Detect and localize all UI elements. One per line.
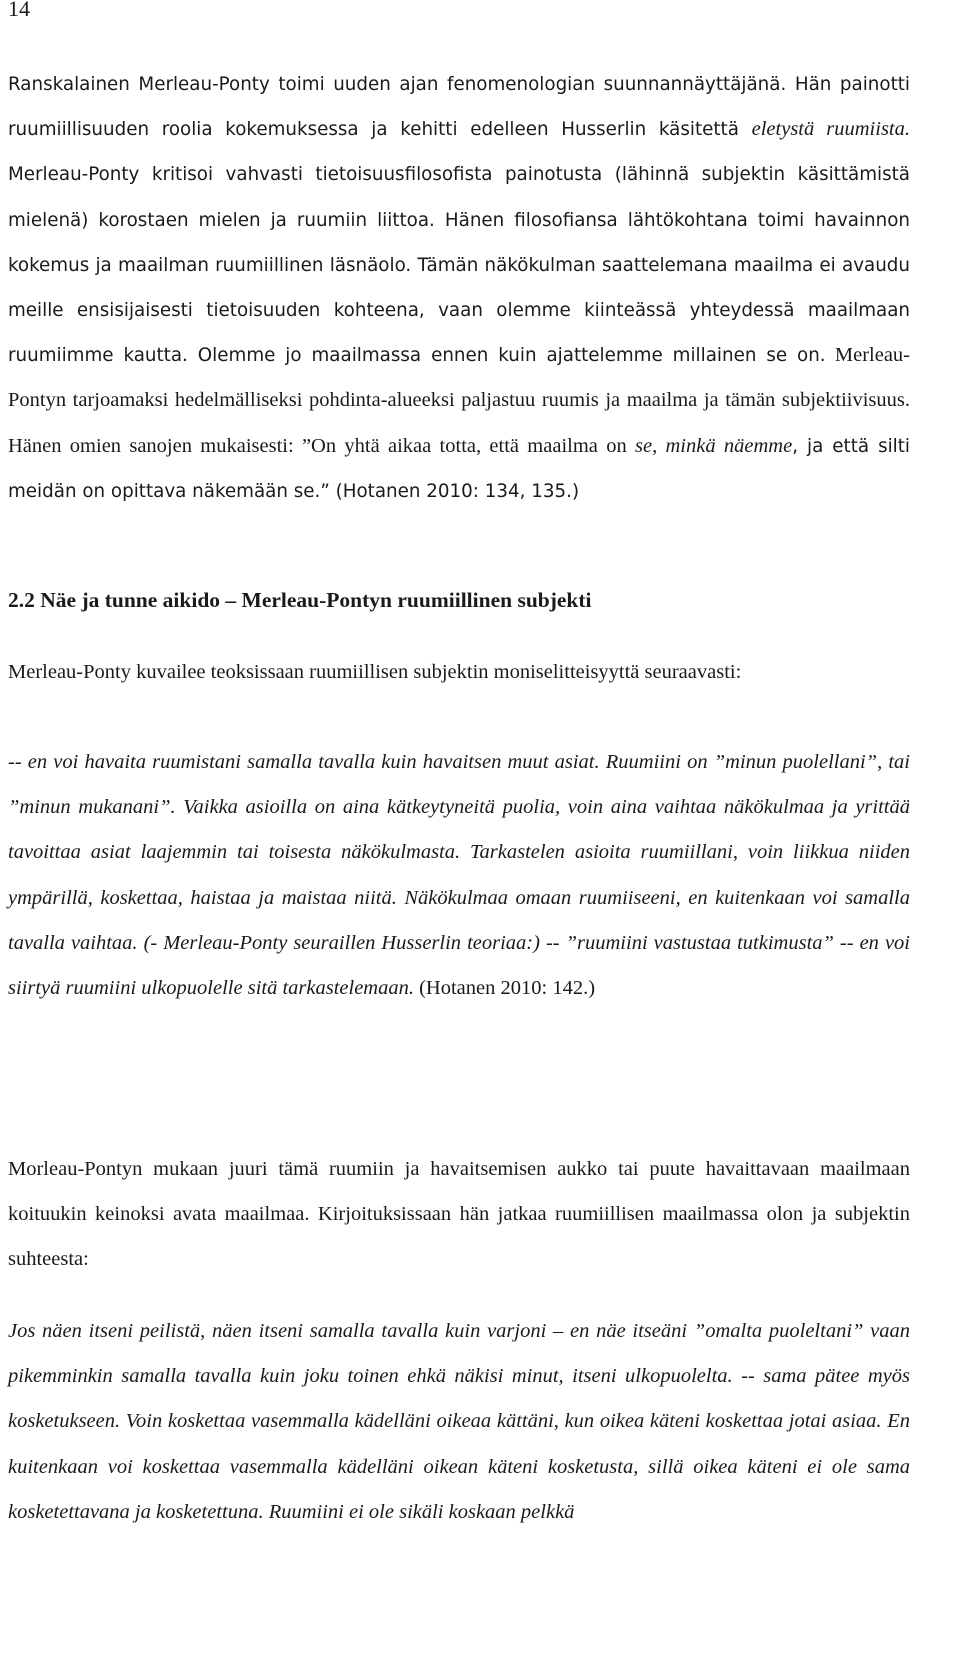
block-quote-2-text-2: Voin koskettaa vasemmalla kädelläni oikeaa kättäni, kun oikea käteni koskettaa jotai asiaa. En kuitenkaan voi koskettaa vasemmalla kädelläni oikean käteni kosketusta, sillä oikea käteni ei ole sama kosketettavana ja kosketettuna. Ruumiini ei ole sikäli koskaan pelkkä: [8, 1410, 910, 1523]
block-quote-1-text: -- en voi havaita ruumistani samalla tavalla kuin havaitsen muut asiat. Ruumiini on ”minun puolellani”, tai ”minun mukanani”. Vaikka asioilla on aina kätkeytyneitä puolia, voin aina vaihtaa näkökulmaa ja yrittää tavoittaa asiat laajemmin tai toisesta näkökulmasta. Tarkastelen asioita ruumiillani, voin liikkua niiden ympärillä, koskettaa, haistaa ja maistaa niitä. Näkökulmaa omaan ruumiiseeni, en kuitenkaan voi samalla tavalla vaihtaa. (- Merleau-Ponty seuraillen Husserlin teoriaa:) -- ”ruumiini vastustaa tutkimusta” -- en voi siirtyä ruumiini ulkopuolelle sitä tarkastelemaan.: [8, 751, 910, 1000]
body-paragraph-text: Morleau-Pontyn mukaan juuri tämä ruumiin ja havaitsemisen aukko tai puute havaittavaan maailmaan koituukin keinoksi avata maailmaa. Kirjoituksissaan hän jatkaa ruumiillisen maailmassa olon ja subjektin suhteesta:: [8, 1158, 910, 1271]
intro-text-2: Merleau-Ponty kritisoi vahvasti tietoisuusfilosofista painotusta (lähinnä subjektin käsittämistä mielenä) korostaen mielen ja ruumiin liittoa. Hänen filosofiansa lähtökohtana toimi havainnon kokemus ja maailman ruumiillinen läsnäolo. Tämän näkökulman saattelemana maailma ei avaudu meille ensisijaisesti tietoisuuden kohteena, vaan olemme kiinteässä yhteydessä maailmaan ruumiimme kautta. Olemme jo maailmassa ennen kuin ajattelemme millainen se on.: [8, 164, 910, 367]
section-intro-text: Merleau-Ponty kuvailee teoksissaan ruumiillisen subjektin moniselitteisyyttä seuraavasti:: [8, 661, 742, 683]
section-heading: 2.2 Näe ja tunne aikido – Merleau-Pontyn ruumiillinen subjekti: [8, 588, 592, 612]
intro-text-1: Ranskalainen Merleau-Ponty toimi uuden ajan fenomenologian suunnannäyttäjänä. Hän painotti ruumiillisuuden roolia kokemuksessa ja kehitti edelleen Husserlin käsitettä: [8, 74, 910, 141]
section-intro-paragraph: [8, 650, 910, 695]
intro-text-4: , ja että silti meidän on opittava näkemään se.” (Hotanen 2010: 134, 135.): [8, 435, 910, 502]
intro-quote-emphasis: se, minkä näemme: [635, 434, 793, 457]
intro-text-3: Merleau-Pontyn tarjoamaksi hedelmälliseksi pohdinta-alueeksi paljastuu ruumis ja maailma ja tämän subjektiivisuus. Hänen omien sanojen mukaisesti: ”On yhtä aikaa totta, että maailma on: [8, 344, 910, 457]
block-quote-2-text-1: Jos näen itseni peilistä, näen itseni samalla tavalla kuin varjoni – en näe itseäni ”omalta puoleltani” vaan pikemminkin samalla tavalla kuin joku toinen ehkä näkisi minut, itseni ulkopuolelta. -- sama pätee myös kosketukseen.: [8, 1320, 910, 1433]
block-quote-2: [8, 1309, 910, 1535]
block-quote-1: [8, 740, 910, 1011]
page-number: 14: [8, 0, 30, 21]
body-paragraph: [8, 1147, 910, 1283]
block-quote-1-citation: (Hotanen 2010: 142.): [413, 977, 596, 1000]
intro-paragraph: [8, 62, 910, 514]
intro-term-lived-body: eletystä ruumiista.: [751, 118, 910, 141]
